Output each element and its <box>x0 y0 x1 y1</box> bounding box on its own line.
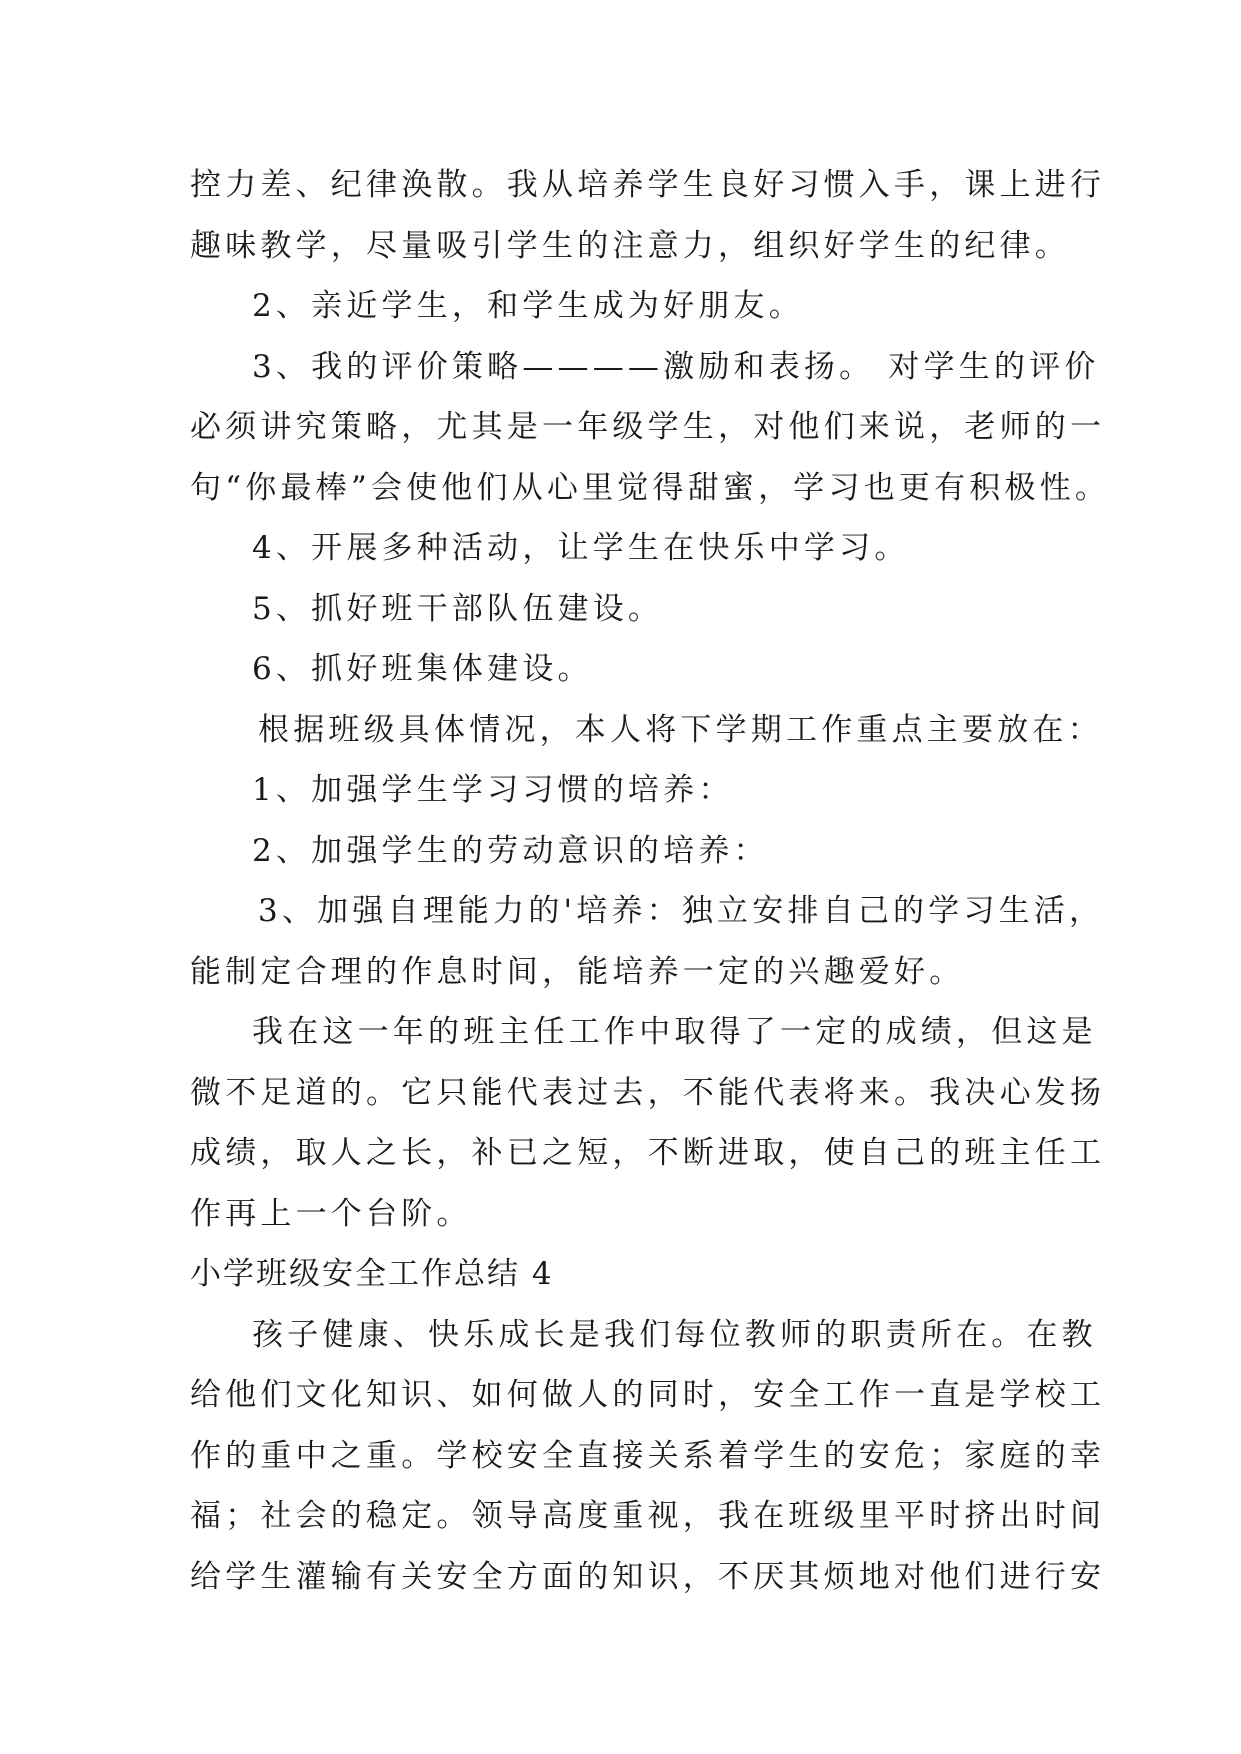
list-item: 6、抓好班集体建设。 <box>252 651 593 687</box>
text-line: 能制定合理的作息时间，能培养一定的兴趣爱好。 <box>190 953 965 990</box>
text-line: 趣味教学，尽量吸引学生的注意力，组织好学生的纪律。 <box>190 227 1070 264</box>
text-line: 给他们文化知识、如何做人的同时，安全工作一直是学校工 <box>190 1377 1106 1413</box>
paragraph-line: 根据班级具体情况，本人将下学期工作重点主要放在： <box>258 711 1103 748</box>
text-line: 作再上一个台阶。 <box>190 1195 472 1232</box>
paragraph-line: 孩子健康、快乐成长是我们每位教师的职责所在。在教 <box>252 1316 1097 1353</box>
text-line: 句“你最棒”会使他们从心里觉得甜蜜，学习也更有积极性。 <box>190 469 1111 506</box>
list-item: 5、抓好班干部队伍建设。 <box>252 590 664 627</box>
text-line: 必须讲究策略，尤其是一年级学生，对他们来说，老师的一 <box>190 409 1106 445</box>
list-item: 4、开展多种活动，让学生在快乐中学习。 <box>252 530 910 566</box>
body-text <box>190 155 1111 1607</box>
text-line: 成绩，取人之长，补已之短，不断进取，使自己的班主任工 <box>190 1135 1106 1171</box>
list-item: 3、我的评价策略————激励和表扬。 对学生的评价 <box>252 348 1100 385</box>
list-item: 1、加强学生学习习惯的培养： <box>252 772 734 808</box>
list-item: 3、加强自理能力的'培养：独立安排自己的学习生活， <box>258 893 1105 929</box>
text-line: 微不足道的。它只能代表过去，不能代表将来。我决心发扬 <box>190 1074 1106 1111</box>
list-item: 2、亲近学生，和学生成为好朋友。 <box>252 288 804 324</box>
text-line: 给学生灌输有关安全方面的知识，不厌其烦地对他们进行安 <box>190 1558 1106 1595</box>
text-line: 作的重中之重。学校安全直接关系着学生的安危；家庭的幸 <box>190 1437 1106 1474</box>
text-line: 控力差、纪律涣散。我从培养学生良好习惯入手，课上进行 <box>190 167 1106 203</box>
list-item: 2、加强学生的劳动意识的培养： <box>252 832 769 869</box>
text-line: 福；社会的稳定。领导高度重视，我在班级里平时挤出时间 <box>190 1498 1106 1534</box>
paragraph-line: 我在这一年的班主任工作中取得了一定的成绩，但这是 <box>252 1014 1097 1050</box>
section-heading: 小学班级安全工作总结 4 <box>190 1256 554 1292</box>
